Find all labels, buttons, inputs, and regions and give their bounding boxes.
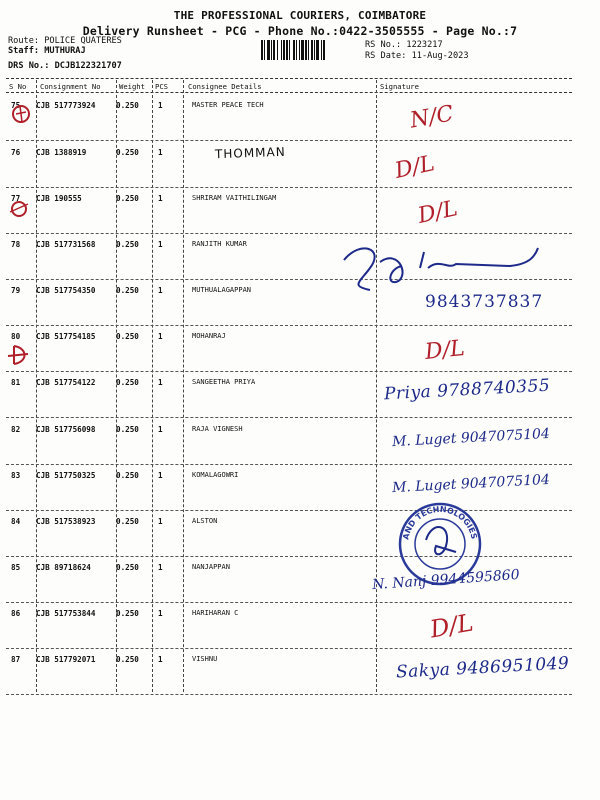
row-consignee: KOMALAGOWRI — [192, 471, 239, 479]
signature-76: D/L — [392, 151, 437, 184]
route-label: Route: — [8, 36, 40, 46]
row-pcs: 1 — [158, 332, 163, 341]
table-row — [6, 603, 572, 649]
drs-value: DCJB122321707 — [54, 61, 122, 71]
row-separator — [6, 140, 572, 141]
row-pcs: 1 — [158, 609, 163, 618]
row-sno: 79 — [11, 286, 21, 295]
row-pcs: 1 — [158, 378, 163, 387]
signature-80: D/L — [423, 335, 466, 366]
table-row — [6, 326, 572, 372]
row-pcs: 1 — [158, 101, 163, 110]
rs-date-line — [365, 51, 469, 61]
row-weight: 0.250 — [116, 425, 139, 434]
row-consignment-no: CJB 190555 — [36, 194, 82, 203]
signature-82: M. Luget 9047075104 — [391, 425, 551, 451]
row-consignment-no: CJB 517538923 — [36, 517, 96, 526]
margin-mark-75 — [8, 100, 34, 126]
row-weight: 0.250 — [116, 563, 139, 572]
staff-value: MUTHURAJ — [44, 46, 86, 56]
row-consignee: MUTHUALAGAPPAN — [192, 286, 252, 294]
table-row — [6, 511, 572, 557]
row-sno: 78 — [11, 240, 21, 249]
header-rule-top — [6, 78, 572, 79]
route-line — [8, 36, 122, 46]
signature-83: M. Luget 9047075104 — [391, 471, 551, 497]
header-rule-bottom — [6, 92, 572, 93]
row-weight: 0.250 — [116, 517, 139, 526]
table-row — [6, 188, 572, 234]
row-sno: 77 — [11, 194, 21, 203]
row-sno: 75 — [11, 101, 21, 110]
row-consignment-no: CJB 89718624 — [36, 563, 91, 572]
col-header-pcs: PCS — [155, 82, 168, 91]
col-header-signature: Signature — [380, 82, 419, 91]
row-pcs: 1 — [158, 194, 163, 203]
col-header-consignment: Consignment No — [40, 82, 101, 91]
row-pcs: 1 — [158, 471, 163, 480]
row-weight: 0.250 — [116, 655, 139, 664]
table-row — [6, 95, 572, 141]
svg-text:AND TECHNOLOGIES — [401, 505, 478, 541]
row-weight: 0.250 — [116, 378, 139, 387]
runsheet-subtitle: Delivery Runsheet - PCG - Phone No.:0422-3505555 - Page No.:7 — [82, 24, 518, 38]
row-pcs: 1 — [158, 240, 163, 249]
signature-85: N. Nanj 9944595860 — [371, 566, 521, 594]
row-separator — [6, 694, 572, 695]
row-sno: 76 — [11, 148, 21, 157]
col-header-sno: S No — [9, 82, 27, 91]
row-consignee: MOHANRAJ — [192, 332, 226, 340]
signature-81: Priya 9788740355 — [383, 375, 551, 405]
row-consignment-no: CJB 1388919 — [36, 148, 87, 157]
signature-scribble-78 — [330, 238, 560, 300]
row-consignment-no: CJB 517754122 — [36, 378, 96, 387]
rs-date-label: RS Date: — [365, 51, 407, 61]
row-consignee: RANJITH KUMAR — [192, 240, 247, 248]
signature-79: 9843737837 — [425, 292, 544, 312]
row-weight: 0.250 — [116, 286, 139, 295]
row-sno: 82 — [11, 425, 21, 434]
row-consignee: NANJAPPAN — [192, 563, 230, 571]
row-pcs: 1 — [158, 655, 163, 664]
row-pcs: 1 — [158, 286, 163, 295]
row-consignment-no: CJB 517756098 — [36, 425, 96, 434]
signature-77: D/L — [415, 196, 460, 229]
row-consignment-no: CJB 517731568 — [36, 240, 96, 249]
stamp-text: AND TECHNOLOGIES — [401, 504, 479, 541]
row-pcs: 1 — [158, 425, 163, 434]
row-consignee: HARIHARAN C — [192, 609, 239, 617]
row-weight: 0.250 — [116, 148, 139, 157]
row-weight: 0.250 — [116, 194, 139, 203]
row-consignment-no: CJB 517750325 — [36, 471, 96, 480]
row-consignment-no: CJB 517754350 — [36, 286, 96, 295]
row-weight: 0.250 — [116, 609, 139, 618]
row-consignment-no: CJB 517773924 — [36, 101, 96, 110]
row-sno: 81 — [11, 378, 21, 387]
row-separator — [6, 417, 572, 418]
row-weight: 0.250 — [116, 332, 139, 341]
row-consignment-no: CJB 517754185 — [36, 332, 96, 341]
row-weight: 0.250 — [116, 471, 139, 480]
row-consignment-no: CJB 517753844 — [36, 609, 96, 618]
margin-mark-80 — [6, 342, 32, 368]
row-sno: 86 — [11, 609, 21, 618]
row-consignee: MASTER PEACE TECH — [192, 101, 264, 109]
barcode — [260, 40, 358, 60]
route-value: POLICE QUATERES — [44, 36, 122, 46]
row-weight: 0.250 — [116, 101, 139, 110]
row-consignment-no: CJB 517792071 — [36, 655, 96, 664]
row-consignee: SANGEETHA PRIYA — [192, 378, 256, 386]
row-pcs: 1 — [158, 563, 163, 572]
row-sno: 80 — [11, 332, 21, 341]
staff-line — [8, 46, 86, 56]
row-pcs: 1 — [158, 517, 163, 526]
signature-75: N/C — [408, 101, 456, 134]
row-pcs: 1 — [158, 148, 163, 157]
signature-86: D/L — [427, 608, 476, 644]
rs-no-value: 1223217 — [406, 40, 443, 50]
row-consignee: VISHNU — [192, 655, 218, 663]
rs-no-label: RS No.: — [365, 40, 402, 50]
company-title: THE PROFESSIONAL COURIERS, COIMBATORE — [173, 9, 427, 22]
handwritten-name-76: THOMMAN — [214, 144, 286, 162]
row-weight: 0.250 — [116, 240, 139, 249]
row-consignee: ALSTON — [192, 517, 218, 525]
table-row — [6, 142, 572, 188]
margin-mark-77 — [6, 196, 32, 222]
signature-87: Sakya 9486951049 — [395, 653, 570, 683]
row-sno: 84 — [11, 517, 21, 526]
rs-date-value: 11-Aug-2023 — [411, 51, 469, 61]
row-sno: 85 — [11, 563, 21, 572]
staff-label: Staff: — [8, 46, 40, 56]
row-sno: 87 — [11, 655, 21, 664]
drs-label: DRS No.: — [8, 61, 50, 71]
rs-no-line — [365, 40, 443, 50]
row-consignee: SHRIRAM VAITHILINGAM — [192, 194, 277, 202]
row-consignee: RAJA VIGNESH — [192, 425, 243, 433]
col-header-consignee: Consignee Details — [188, 82, 262, 91]
col-header-weight: Weight — [119, 82, 145, 91]
row-sno: 83 — [11, 471, 21, 480]
drs-line — [8, 61, 122, 71]
